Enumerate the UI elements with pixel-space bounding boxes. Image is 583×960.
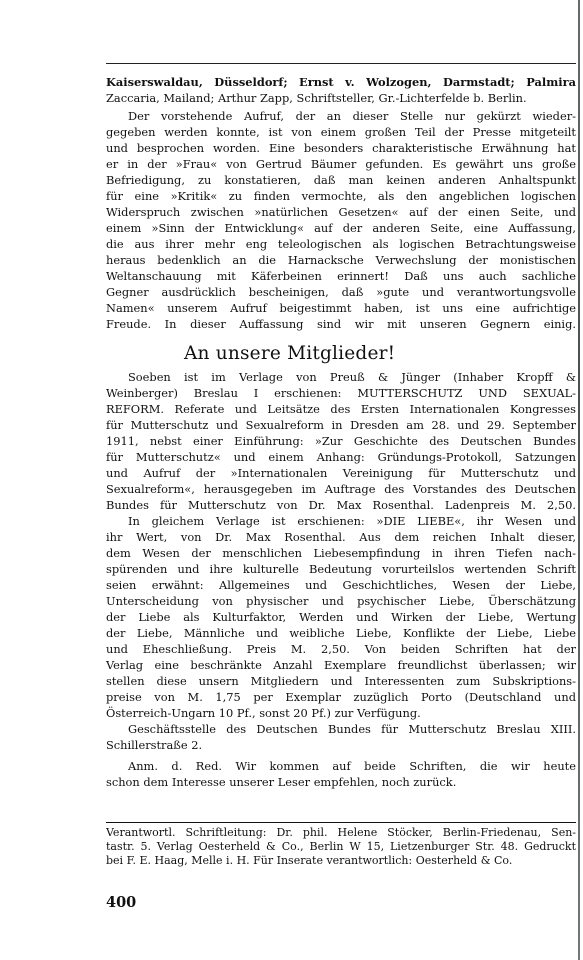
paragraph-line: für Mutterschutz und Sexualreform in Dresden am 28. und 29. September (106, 418, 576, 432)
paragraph-line: preise von M. 1,75 per Exemplar zuzüglich Porto (Deutschland und (106, 690, 576, 704)
paragraph-line: für eine »Kritik« zu finden vermochte, als den angeblichen logischen (106, 189, 576, 203)
paragraph-line: stellen diese unsern Mitgliedern und Interessenten zum Subskriptions- (106, 674, 576, 688)
paragraph-line: seien erwähnt: Allgemeines und Geschichtliches, Wesen der Liebe, (106, 578, 576, 592)
announcement-paragraph-2 (106, 513, 576, 721)
paragraph-line: er in der »Frau« von Gertrud Bäumer gefunden. Es gewährt uns große (106, 157, 576, 171)
paragraph-line: Weinberger) Breslau I erschienen: MUTTERSCHUTZ UND SEXUAL- (106, 386, 576, 400)
paragraph-line: Freude. In dieser Auffassung sind wir mit unseren Gegnern einig. (106, 317, 576, 331)
scan-edge (578, 0, 580, 960)
imprint-line: Verantwortl. Schriftleitung: Dr. phil. Helene Stöcker, Berlin-Friedenau, Sen- (106, 826, 576, 839)
paragraph-line: dem Wesen der menschlichen Liebesempfindung in ihren Tiefen nach- (106, 546, 576, 560)
imprint-line: tastr. 5. Verlag Oesterheld & Co., Berlin W 15, Lietzenburger Str. 48. Gedruckt (106, 840, 576, 853)
section-heading: An unsere Mitglieder! (184, 343, 396, 364)
paragraph-line: Bundes für Mutterschutz von Dr. Max Rosenthal. Ladenpreis M. 2,50. (106, 498, 576, 512)
paragraph-line: spürenden und ihre kulturelle Bedeutung vorurteilslos wertenden Schrift (106, 562, 576, 576)
paragraph-line: Anm. d. Red. Wir kommen auf beide Schriften, die wir heute (128, 759, 576, 773)
paragraph-line: 1911, nebst einer Einführung: »Zur Geschichte des Deutschen Bundes (106, 434, 576, 448)
commentary-paragraph (106, 108, 576, 332)
imprint-line: bei F. E. Haag, Melle i. H. Für Inserate verantwortlich: Oesterheld & Co. (106, 854, 513, 867)
announcement-paragraph-1 (106, 369, 576, 513)
top-rule (106, 63, 576, 64)
paragraph-line: Geschäftsstelle des Deutschen Bundes für Mutterschutz Breslau XIII. (128, 722, 576, 736)
paragraph-line: Widerspruch zwischen »natürlichen Gesetzen« auf der einen Seite, und (106, 205, 576, 219)
paragraph-line: schon dem Interesse unserer Leser empfehlen, noch zurück. (106, 775, 457, 789)
intro-line: Zaccaria, Mailand; Arthur Zapp, Schriftsteller, Gr.-Lichterfelde b. Berlin. (106, 91, 527, 105)
paragraph-line: Befriedigung, zu konstatieren, daß man keinen anderen Anhaltspunkt (106, 173, 576, 187)
paragraph-line: der Liebe als Kulturfaktor, Werden und Wirken der Liebe, Wertung (106, 610, 576, 624)
paragraph-line: Namen« unserem Aufruf beigestimmt haben, ist uns eine aufrichtige (106, 301, 576, 315)
paragraph-line: REFORM. Referate und Leitsätze des Ersten Internationalen Kongresses (106, 402, 576, 416)
paragraph-line: Sexualreform«, herausgegeben im Auftrage des Vorstandes des Deutschen (106, 482, 576, 496)
paragraph-line: Der vorstehende Aufruf, der an dieser Stelle nur gekürzt wieder- (128, 109, 576, 123)
editorial-note (106, 758, 576, 790)
paragraph-line: die aus ihrer mehr eng teleologischen als logischen Betrachtungsweise (106, 237, 576, 251)
paragraph-line: und besprochen worden. Eine besonders charakteristische Erwähnung hat (106, 141, 576, 155)
paragraph-line: der Liebe, Männliche und weibliche Liebe, Konflikte der Liebe, Liebe (106, 626, 576, 640)
paragraph-line: Unterscheidung von physischer und psychischer Liebe, Überschätzung (106, 594, 576, 608)
imprint-footer (106, 826, 576, 868)
paragraph-line: Schillerstraße 2. (106, 738, 203, 752)
paragraph-line: für Mutterschutz« und einem Anhang: Gründungs-Protokoll, Satzungen (106, 450, 576, 464)
paragraph-line: Weltanschauung mit Käferbeinen erinnert! Daß uns auch sachliche (106, 269, 576, 283)
paragraph-line: und Aufruf der »Internationalen Vereinigung für Mutterschutz und (106, 466, 576, 480)
paragraph-line: Gegner ausdrücklich bescheinigen, daß »gute und verantwortungsvolle (106, 285, 576, 299)
footer-rule (106, 822, 576, 823)
paragraph-line: einem »Sinn der Entwicklung« auf der anderen Seite, eine Auffassung, (106, 221, 576, 235)
paragraph-line: heraus bedenklich an die Harnacksche Verwechslung der monistischen (106, 253, 576, 267)
paragraph-line: ihr Wert, von Dr. Max Rosenthal. Aus dem reichen Inhalt dieser, (106, 530, 576, 544)
intro-line: Kaiserswaldau, Düsseldorf; Ernst v. Wolzogen, Darmstadt; Palmira (106, 75, 576, 89)
member-list-continuation (106, 74, 576, 106)
paragraph-line: Soeben ist im Verlage von Preuß & Jünger (Inhaber Kropff & (128, 370, 576, 384)
paragraph-line: Österreich-Ungarn 10 Pf., sonst 20 Pf.) zur Verfügung. (106, 706, 421, 720)
paragraph-line: und Eheschließung. Preis M. 2,50. Von beiden Schriften hat der (106, 642, 576, 656)
page-number: 400 (106, 894, 137, 911)
paragraph-line: gegeben werden konnte, ist von einem großen Teil der Presse mitgeteilt (106, 125, 576, 139)
paragraph-line: Verlag eine beschränkte Anzahl Exemplare freundlichst überlassen; wir (106, 658, 576, 672)
paragraph-line: In gleichem Verlage ist erschienen: »DIE LIEBE«, ihr Wesen und (128, 514, 576, 528)
office-address (106, 721, 576, 753)
